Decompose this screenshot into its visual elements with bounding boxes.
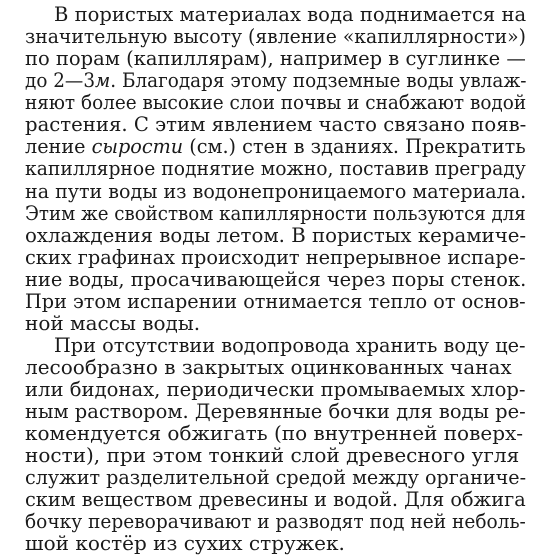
text-segment: ности), при этом тонкий слой древесного угля xyxy=(25,443,520,467)
paragraph-1-line xyxy=(25,179,527,203)
paragraph-2-line xyxy=(25,357,526,377)
text-segment: капиллярное поднятие можно, поставив преграду xyxy=(25,156,526,180)
text-segment: шой костёр из сухих стружек. xyxy=(25,531,345,555)
text-segment: бочку переворачивают и разводят под ней неболь- xyxy=(25,509,526,533)
paragraph-1-line xyxy=(25,267,527,291)
paragraph-1-line xyxy=(25,90,527,114)
paragraph-2-line xyxy=(25,423,526,443)
text-segment: Этим же свойством капиллярности пользуются для xyxy=(25,201,526,225)
text-segment: на пути воды из водонепроницаемого материала. xyxy=(25,179,527,203)
text-segment: или бидонах, периодически промываемых хлор- xyxy=(25,377,526,401)
paragraph-2-line xyxy=(25,465,527,489)
text-segment: В пористых материалах вода поднимается на xyxy=(54,2,527,26)
paragraph-1-line xyxy=(25,68,527,92)
paragraph-1-line xyxy=(25,245,526,269)
text-segment: ление xyxy=(25,134,92,158)
paragraph-1-line xyxy=(25,24,526,48)
paragraph-2-line xyxy=(25,445,526,465)
text-segment: При отсутствии водопровода хранить воду це- xyxy=(54,333,526,357)
text-segment: растения. С этим явлением часто связано появ- xyxy=(25,112,527,136)
paragraph-1-line xyxy=(54,2,527,26)
paragraph-1-line xyxy=(25,201,526,225)
text-segment: служит разделительной средой между органиче- xyxy=(25,465,527,489)
italic-term: м xyxy=(95,68,111,92)
text-segment: комендуется обжигать (по внутренней поверх- xyxy=(25,421,524,445)
paragraph-1-line xyxy=(25,313,526,333)
text-segment: няют более высокие слои почвы и снабжают водой xyxy=(25,90,527,114)
paragraph-2-line xyxy=(54,333,526,357)
text-segment: ние воды, просачивающейся через поры стенок. xyxy=(25,267,527,291)
paragraph-2-line xyxy=(25,509,526,533)
text-segment: . Благодаря этому подземные воды увлаж- xyxy=(110,68,527,92)
paragraph-1-line xyxy=(25,289,526,313)
text-segment: до 2—3 xyxy=(25,68,96,92)
text-segment: ной массы воды. xyxy=(25,311,201,335)
paragraph-1-line xyxy=(25,134,526,158)
paragraph-1-line xyxy=(25,112,527,136)
text-segment: ным раствором. Деревянные бочки для воды ре- xyxy=(25,399,526,423)
text-segment: значительную высоту (явление «капиллярности») xyxy=(25,24,526,48)
text-segment: охлаждения воды летом. В пористых керамиче- xyxy=(25,223,527,247)
text-segment: При этом испарении отнимается тепло от основ- xyxy=(25,289,526,313)
text-segment: (см.) стен в зданиях. Прекратить xyxy=(183,134,526,158)
paragraph-1-line xyxy=(25,223,527,247)
italic-term: сырости xyxy=(91,134,184,158)
text-segment: ских графинах происходит непрерывное испаре- xyxy=(25,245,526,269)
paragraph-2-line xyxy=(25,487,526,511)
paragraph-2-line xyxy=(25,533,526,553)
paragraph-2-line xyxy=(25,399,526,423)
text-segment: по порам (капиллярам), например в суглинке — xyxy=(25,46,526,70)
text-segment: лесообразно в закрытых оцинкованных чанах xyxy=(25,355,512,379)
paragraph-2-line xyxy=(25,377,526,401)
paragraph-1-line xyxy=(25,46,526,70)
text-segment: ским веществом древесины и водой. Для обжига xyxy=(25,487,526,511)
paragraph-1-line xyxy=(25,156,526,180)
